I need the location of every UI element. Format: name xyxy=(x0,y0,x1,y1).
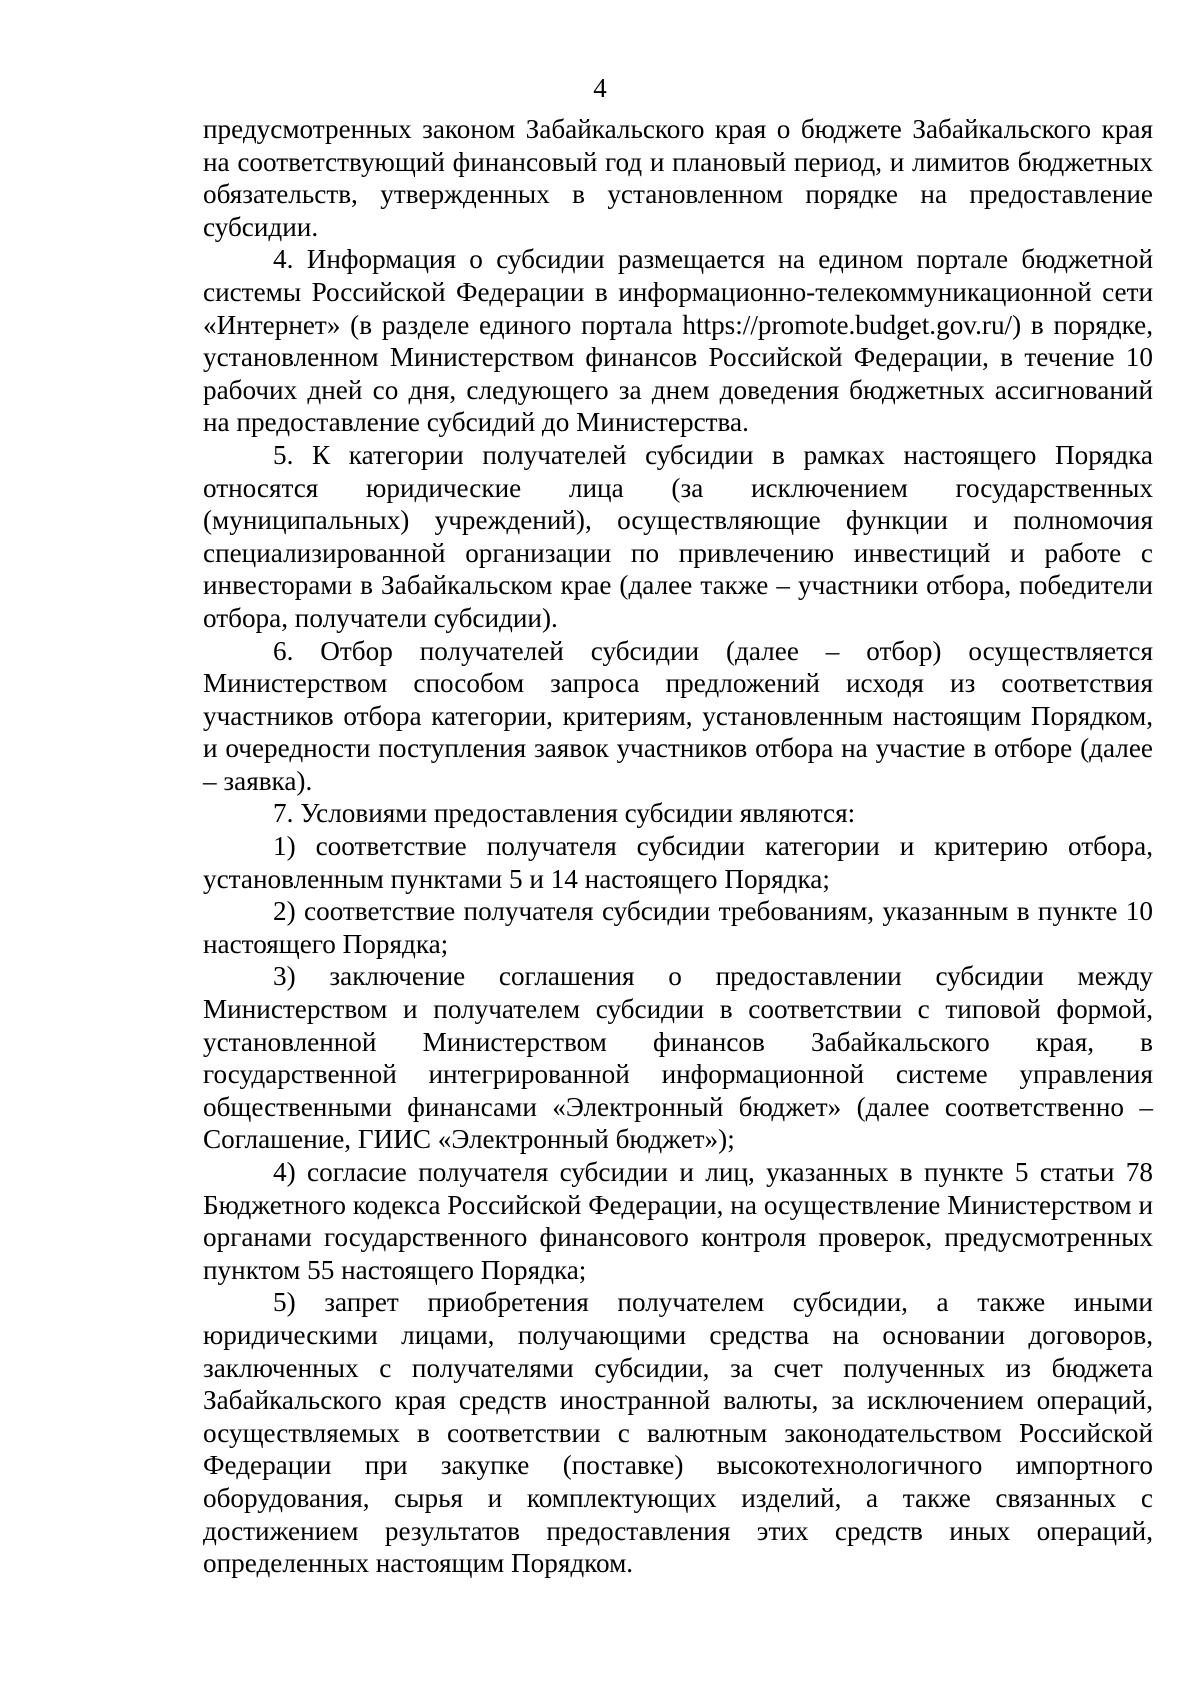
document-body xyxy=(203,113,1153,1580)
paragraph-item-4: 4. Информация о субсидии размещается на едином портале бюджетной системы Российской Федерации в информационно-телекоммуникационной сети «Интернет» (в разделе единого портала https://promote.budget.gov.ru/) в порядке, установленном Министерством финансов Российской Федерации, в течение 10 рабочих дней со дня, следующего за днем доведения бюджетных ассигнований на предоставление субсидий до Министерства. xyxy=(203,244,1153,438)
page-number: 4 xyxy=(593,73,607,103)
paragraph-item-6: 6. Отбор получателей субсидии (далее – отбор) осуществляется Министерством способом запроса предложений исходя из соответствия участников отбора категории, критериям, установленным настоящим Порядком, и очередности поступления заявок участников отбора на участие в отборе (далее – заявка). xyxy=(203,635,1153,796)
subitem-7-4: 4) согласие получателя субсидии и лиц, указанных в пункте 5 статьи 78 Бюджетного кодекса Российской Федерации, на осуществление Министерством и органами государственного финансового контроля проверок, предусмотренных пунктом 55 настоящего Порядка; xyxy=(203,1157,1153,1285)
paragraph-item-5: 5. К категории получателей субсидии в рамках настоящего Порядка относятся юридические лица (за исключением государственных (муниципальных) учреждений), осуществляющие функции и полномочия специализированной организации по привлечению инвестиций и работе с инвесторами в Забайкальском крае (далее также – участники отбора, победители отбора, получатели субсидии). xyxy=(203,439,1153,633)
subitem-7-2: 2) соответствие получателя субсидии требованиям, указанным в пункте 10 настоящего Порядка; xyxy=(203,896,1153,959)
subitem-7-5: 5) запрет приобретения получателем субсидии, а также иными юридическими лицами, получающими средства на основании договоров, заключенных с получателями субсидии, за счет полученных из бюджета Забайкальского края средств иностранной валюты, за исключением операций, осуществляемых в соответствии с валютным законодательством Российской Федерации при закупке (поставке) высокотехнологичного импортного оборудования, сырья и комплектующих изделий, а также связанных с достижением результатов предоставления этих средств иных операций, определенных настоящим Порядком. xyxy=(203,1287,1153,1579)
paragraph-continuation: предусмотренных законом Забайкальского края о бюджете Забайкальского края на соответствующий финансовый год и плановый период, и лимитов бюджетных обязательств, утвержденных в установленном порядке на предоставление субсидии. xyxy=(203,114,1153,242)
paragraph-item-7: 7. Условиями предоставления субсидии являются: xyxy=(273,798,856,829)
subitem-7-1: 1) соответствие получателя субсидии категории и критерию отбора, установленным пунктами 5 и 14 настоящего Порядка; xyxy=(203,831,1153,894)
subitem-7-3: 3) заключение соглашения о предоставлении субсидии между Министерством и получателем субсидии в соответствии с типовой формой, установленной Министерством финансов Забайкальского края, в государственной интегрированной информационной системе управления общественными финансами «Электронный бюджет» (далее соответственно – Соглашение, ГИИС «Электронный бюджет»); xyxy=(203,961,1153,1155)
